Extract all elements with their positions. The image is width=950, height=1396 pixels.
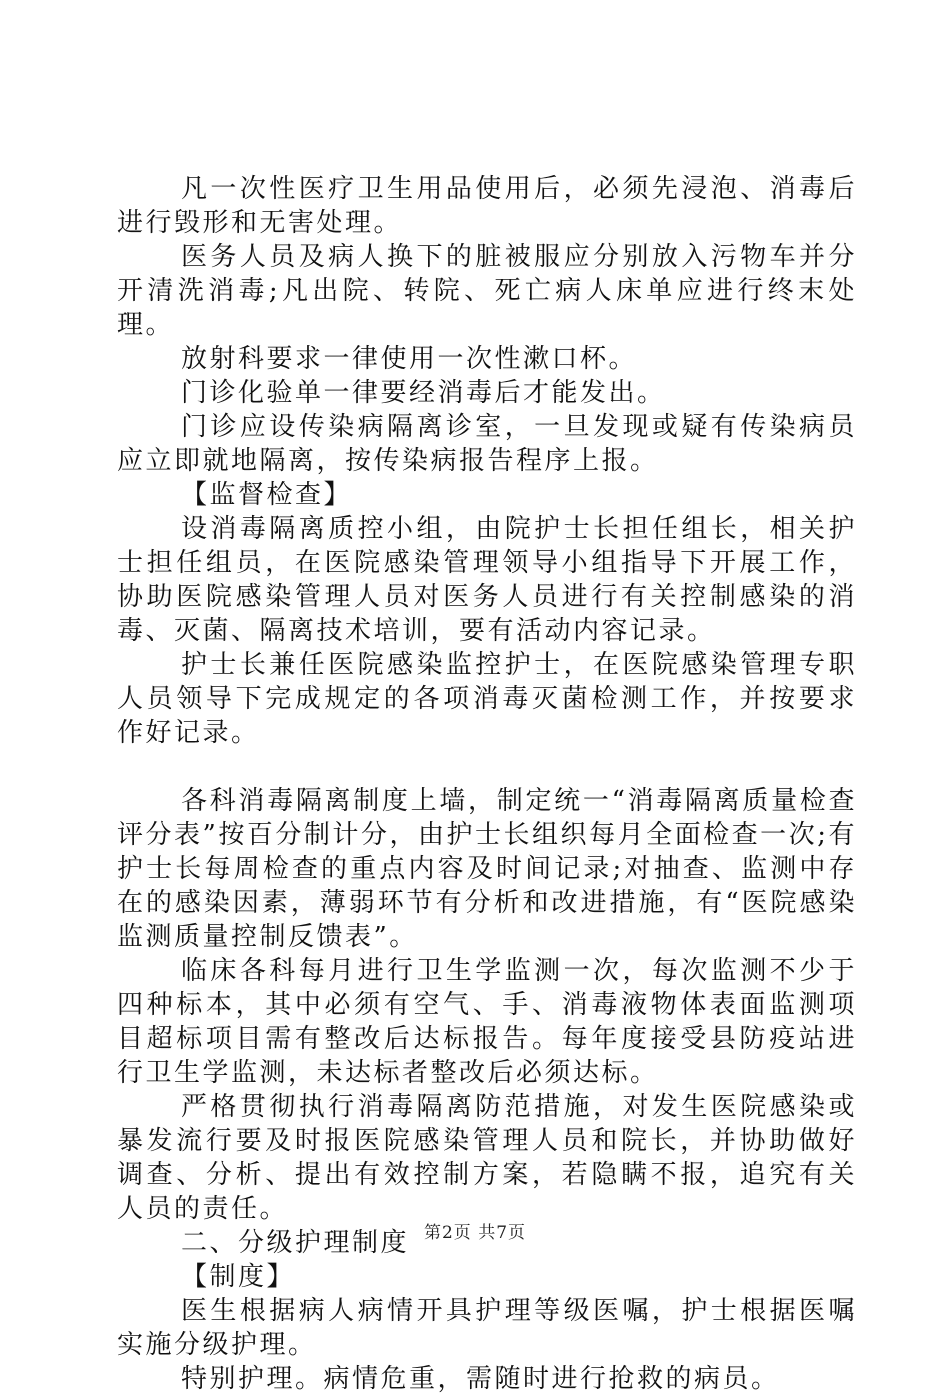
paragraph-scoring-table: 各科消毒隔离制度上墙，制定统一“消毒隔离质量检查评分表”按百分制计分，由护士长组织每月全面检查一次;有护士长每周检查的重点内容及时间记录;对抽查、监测中存在的感染因素，薄弱环节有分析和改进措施，有“医院感染监测质量控制反馈表”。 (117, 786, 857, 952)
paragraph-lab-sheets: 门诊化验单一律要经消毒后才能发出。 (181, 378, 666, 408)
section-heading-system: 【制度】 (181, 1262, 296, 1292)
section-heading-supervision: 【监督检查】 (181, 480, 353, 510)
section-heading-graded-care: 二、分级护理制度 (181, 1228, 410, 1258)
paragraph-outbreak-reporting: 严格贯彻执行消毒隔离防范措施，对发生医院感染或暴发流行要及时报医院感染管理人员和院长，并协助做好调查、分析、提出有效控制方案，若隐瞒不报，追究有关人员的责任。 (117, 1092, 857, 1224)
paragraph-care-orders: 医生根据病人病情开具护理等级医嘱，护士根据医嘱实施分级护理。 (117, 1296, 857, 1360)
paragraph-radiology-cups: 放射科要求一律使用一次性漱口杯。 (181, 344, 638, 374)
paragraph-spacer (117, 750, 857, 784)
paragraph-head-nurse-monitoring: 护士长兼任医院感染监控护士，在医院感染管理专职人员领导下完成规定的各项消毒灭菌检测工作，并按要求作好记录。 (117, 650, 857, 748)
paragraph-isolation-clinic: 门诊应设传染病隔离诊室，一旦发现或疑有传染病员应立即就地隔离，按传染病报告程序上报。 (117, 412, 857, 476)
page-number-footer: 第2页 共7页 (423, 1223, 527, 1243)
paragraph-disposable-supplies: 凡一次性医疗卫生用品使用后，必须先浸泡、消毒后进行毁形和无害处理。 (117, 174, 857, 238)
paragraph-special-care: 特别护理。病情危重，需随时进行抢救的病员。 (181, 1364, 780, 1394)
paragraph-linen-disinfection: 医务人员及病人换下的脏被服应分别放入污物车并分开清洗消毒;凡出院、转院、死亡病人床单应进行终末处理。 (117, 242, 857, 340)
paragraph-hygiene-monitoring: 临床各科每月进行卫生学监测一次，每次监测不少于四种标本，其中必须有空气、手、消毒液物体表面监测项目超标项目需有整改后达标报告。每年度接受县防疫站进行卫生学监测，未达标者整改后必须达标。 (117, 956, 857, 1088)
paragraph-quality-control-group: 设消毒隔离质控小组，由院护士长担任组长，相关护士担任组员，在医院感染管理领导小组指导下开展工作，协助医院感染管理人员对医务人员进行有关控制感染的消毒、灭菌、隔离技术培训，要有活动内容记录。 (117, 514, 857, 646)
document-body (117, 172, 857, 1396)
